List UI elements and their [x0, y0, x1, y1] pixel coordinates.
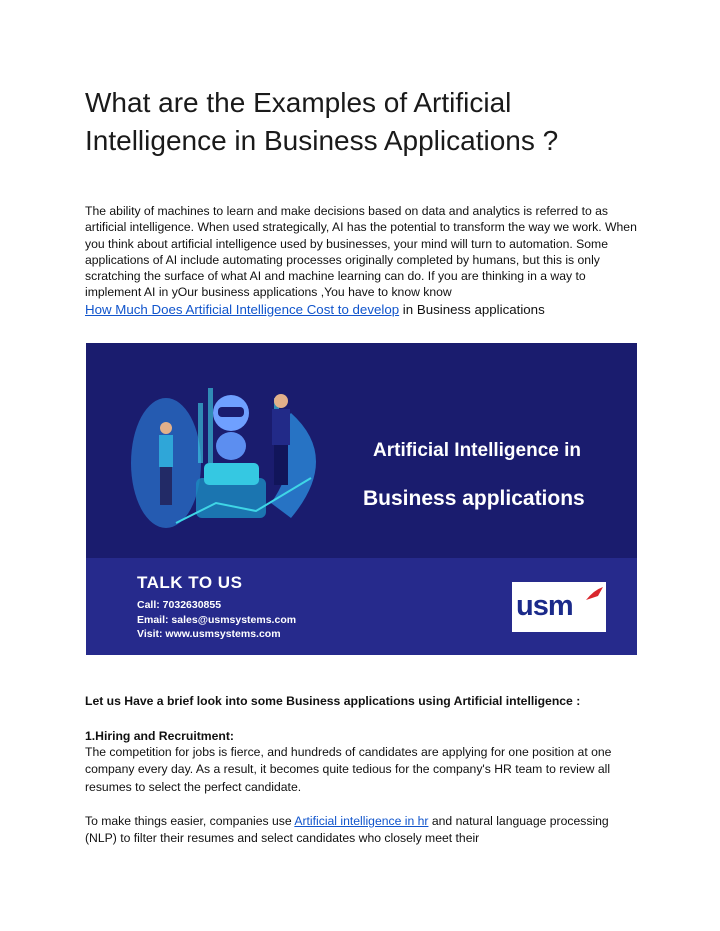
intro-text: The ability of machines to learn and make decisions based on data and analytics is referred to as artificial intelligence. When used strategically, AI has the potential to transform the way we work. When you think about artificial intelligence used by businesses, your mind will turn to automation. Some applications of AI include automating processes originally completed by humans, but this is only scratching the surface of what AI and machine learning can do. If you are thinking in a way to implement AI in yOur business applications ,You have to know know [85, 204, 637, 300]
hero-banner [86, 343, 637, 655]
robot-body [216, 432, 246, 460]
contact-call: Call: 7032630855 [137, 599, 222, 611]
item1-heading: 1.Hiring and Recruitment: [85, 729, 234, 743]
contact-visit: Visit: www.usmsystems.com [137, 628, 281, 640]
item1-paragraph: The competition for jobs is fierce, and hundreds of candidates are applying for one position at one company every day. As a result, it becomes quite tedious for the company's HR team to review all resumes to select the perfect candidate. [85, 745, 612, 794]
page-title: What are the Examples of Artificial Intelligence in Business Applications ? [85, 87, 559, 156]
logo-swoosh-icon [584, 586, 604, 602]
contact-email: Email: sales@usmsystems.com [137, 614, 297, 626]
platform-top [204, 463, 259, 485]
intro-paragraph [85, 203, 637, 319]
hero-headline-2: Business applications [363, 487, 585, 510]
usm-logo [512, 582, 606, 632]
chart-bar-2 [208, 388, 213, 463]
item1-paragraph-2 [85, 813, 640, 848]
item1-para2-after: and natural language processing (NLP) to filter their resumes and select candidates who closely meet their [85, 814, 609, 846]
section-heading: Let us Have a brief look into some Business applications using Artificial intelligence : [85, 694, 581, 708]
hero-headline-1: Artificial Intelligence in [373, 440, 581, 461]
intro-after-link: in Business applications [399, 301, 545, 317]
ai-cost-link[interactable]: How Much Does Artificial Intelligence Cost to develop [85, 301, 400, 317]
robot-visor [218, 407, 244, 417]
person-right-head [274, 394, 288, 408]
talk-to-us: TALK TO US [137, 573, 243, 592]
ai-robot-illustration [86, 343, 356, 558]
intro-link-line [85, 301, 637, 319]
item1-para2-before: To make things easier, companies use [85, 814, 295, 828]
person-right-body [272, 409, 290, 445]
ai-in-hr-link[interactable]: Artificial intelligence in hr [294, 814, 429, 828]
chart-bar-1 [198, 403, 203, 463]
usm-logo-text: usm [516, 590, 573, 622]
person-right-legs [274, 445, 288, 485]
person-left-body [159, 435, 173, 467]
person-left-legs [160, 467, 172, 505]
person-left-head [160, 422, 172, 434]
